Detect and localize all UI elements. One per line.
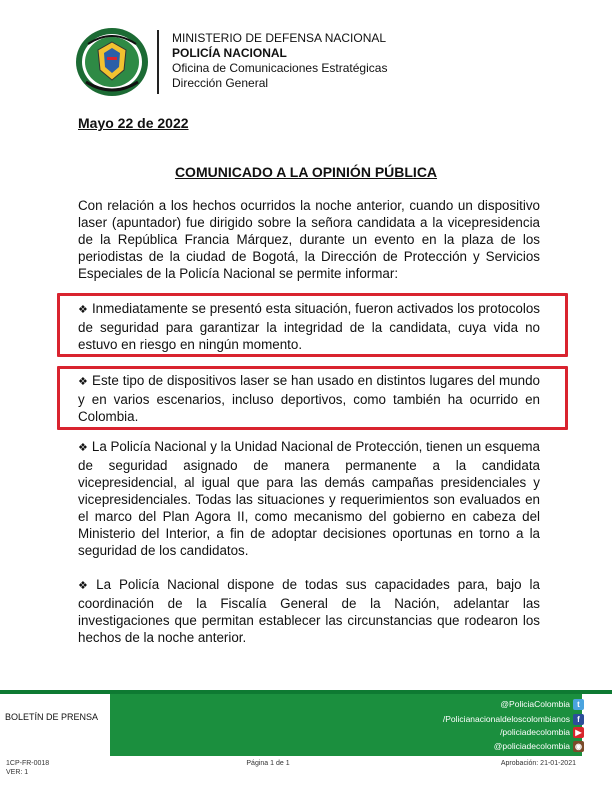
social-instagram-handle: @policiadecolombia [493, 741, 570, 751]
instagram-icon: ◉ [573, 741, 584, 752]
point-text: La Policía Nacional y la Unidad Nacional de Protección, tienen un esquema de seguridad asignado de manera permanente a la candidata vicepresidencial, al igual que para las demás campañas presidenciales y vicepresidenciales. Todas las situaciones y requerimientos son evaluados en el marco del Plan Agora II, como mecanismo del gobierno en cabeza del Ministerio del Interior, a fin de adoptar decisiones oportunas en torno a la seguridad de los candidatos. [78, 439, 540, 558]
page-number: Página 1 de 1 [246, 760, 290, 767]
footer-label: BOLETÍN DE PRENSA [5, 712, 99, 722]
direction-name: Dirección General [172, 76, 269, 90]
point-paragraph [78, 576, 540, 646]
document-title: COMUNICADO A LA OPINIÓN PÚBLICA [174, 164, 438, 180]
form-code: 1CP-FR-0018 [6, 760, 50, 767]
social-facebook-handle: /Policianacionaldeloscolombianos [442, 714, 570, 724]
document-header [0, 0, 612, 110]
point-text: Este tipo de dispositivos laser se han usado en distintos lugares del mundo y en varios escenarios, incluso deportivos, como también ha ocurrido en Colombia. [78, 373, 540, 424]
office-name: Oficina de Comunicaciones Estratégicas [172, 61, 388, 75]
youtube-icon: ▶ [573, 727, 584, 738]
bullet-icon: ❖ [78, 304, 88, 316]
point-text: La Policía Nacional dispone de todas sus capacidades para, bajo la coordinación de la Fiscalía General de la Nación, adelantar las investigaciones que permitan establecer las circunstancias que rodearon los hechos de la noche anterior. [78, 577, 540, 645]
footer-label-area [0, 694, 110, 756]
social-twitter-handle: @PoliciaColombia [500, 699, 570, 709]
approval-date: Aprobación: 21-01-2021 [500, 760, 576, 767]
social-twitter[interactable] [500, 699, 584, 710]
point-paragraph [78, 300, 540, 353]
organization-block [172, 31, 387, 91]
point-paragraph [78, 438, 540, 559]
bullet-icon: ❖ [78, 376, 89, 388]
facebook-icon: f [573, 714, 584, 725]
bullet-icon: ❖ [78, 580, 93, 592]
point-paragraph [78, 372, 540, 425]
bullet-icon: ❖ [78, 442, 88, 454]
header-divider [157, 30, 159, 94]
social-youtube[interactable] [500, 727, 584, 738]
social-facebook[interactable] [443, 714, 584, 725]
twitter-icon: t [573, 699, 584, 710]
social-instagram[interactable] [494, 741, 584, 752]
police-seal-icon [74, 26, 150, 98]
ministry-name: MINISTERIO DE DEFENSA NACIONAL [172, 31, 387, 45]
document-date: Mayo 22 de 2022 [78, 115, 189, 131]
intro-paragraph: Con relación a los hechos ocurridos la noche anterior, cuando un dispositivo laser (apuntador) fue dirigido sobre la señora candidata a la vicepresidencia de la República Francia Márquez, durante un evento en la plaza de los periodistas de la ciudad de Bogotá, la Dirección de Protección y Servicios Especiales de la Policía Nacional se permite informar: [78, 198, 540, 281]
social-youtube-handle: /policiadecolombia [500, 727, 570, 737]
point-text: Inmediatamente se presentó esta situación, fueron activados los protocolos de seguridad para garantizar la integridad de la candidata, cuya vida no estuvo en riesgo en ningún momento. [78, 301, 540, 352]
form-version: VER: 1 [6, 769, 29, 776]
police-name: POLICÍA NACIONAL [172, 46, 287, 60]
